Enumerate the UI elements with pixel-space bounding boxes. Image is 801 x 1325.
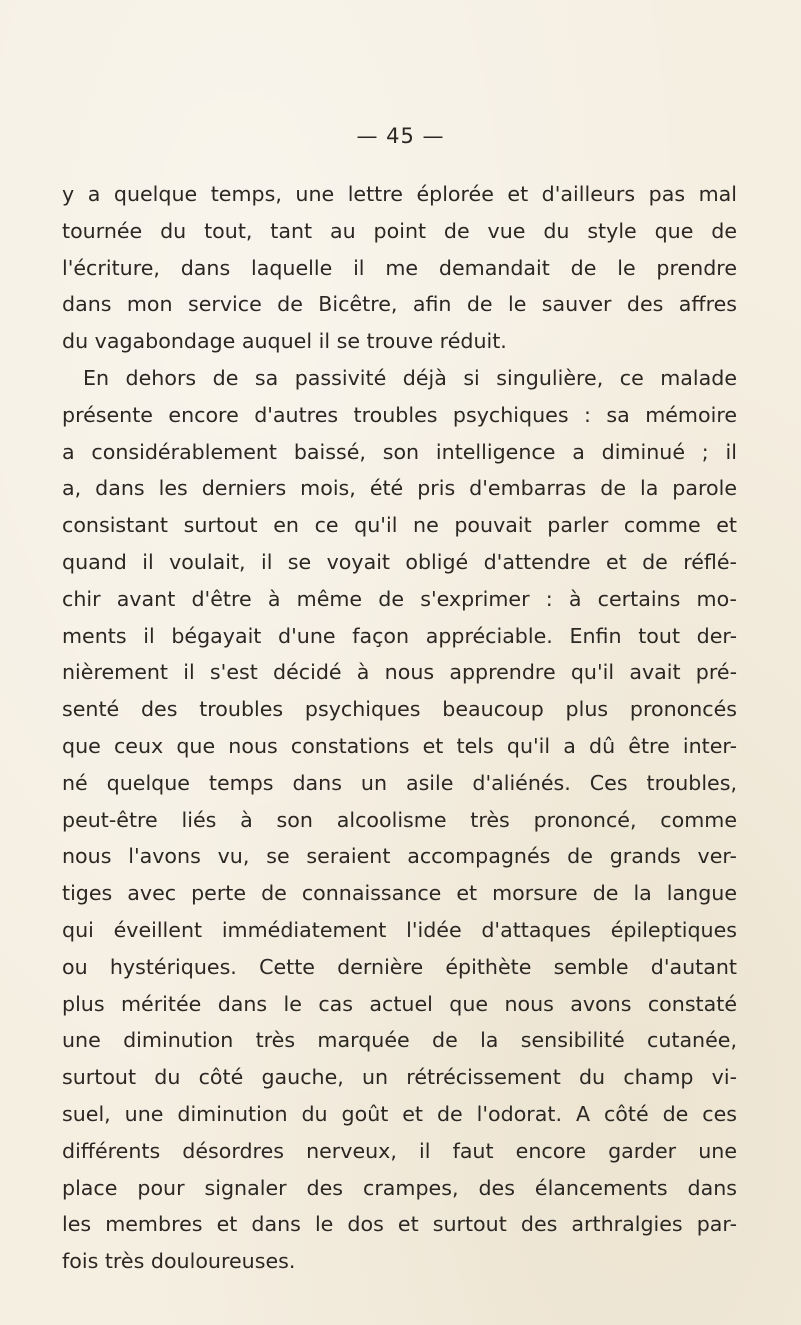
text-line: l'écriture, dans laquelle il me demandait de le prendre (62, 255, 737, 280)
text-line: ments il bégayait d'une façon appréciable. Enfin tout der- (62, 623, 737, 648)
text-line: plus méritée dans le cas actuel que nous avons constaté (62, 991, 737, 1016)
text-line: En dehors de sa passivité déjà si singulière, ce malade (83, 365, 737, 390)
text-line: suel, une diminution du goût et de l'odorat. A côté de ces (62, 1101, 737, 1126)
text-line: fois très douloureuses. (62, 1249, 296, 1274)
paragraph (62, 360, 737, 1280)
text-line: nièrement il s'est décidé à nous apprendre qu'il avait pré- (62, 660, 737, 685)
body-text (62, 176, 737, 1280)
text-line: différents désordres nerveux, il faut encore garder une (62, 1138, 737, 1163)
text-line: du vagabondage auquel il se trouve réduit. (62, 329, 507, 354)
text-line: nous l'avons vu, se seraient accompagnés de grands ver- (62, 844, 737, 869)
text-line: présente encore d'autres troubles psychiques : sa mémoire (62, 402, 737, 427)
text-line: y a quelque temps, une lettre éplorée et d'ailleurs pas mal (62, 182, 737, 206)
text-line: une diminution très marquée de la sensibilité cutanée, (62, 1028, 737, 1053)
text-line: tiges avec perte de connaissance et morsure de la langue (62, 881, 737, 906)
text-line: chir avant d'être à même de s'exprimer : à certains mo- (62, 586, 737, 611)
page-number: — 45 — (356, 124, 445, 148)
text-line: surtout du côté gauche, un rétrécissement du champ vi- (62, 1065, 737, 1090)
text-line: qui éveillent immédiatement l'idée d'attaques épileptiques (62, 917, 737, 942)
text-line: senté des troubles psychiques beaucoup plus prononcés (62, 697, 737, 722)
text-line: a, dans les derniers mois, été pris d'embarras de la parole (62, 476, 737, 501)
text-line: peut-être liés à son alcoolisme très prononcé, comme (62, 807, 737, 832)
text-line: consistant surtout en ce qu'il ne pouvait parler comme et (62, 513, 737, 538)
text-line: tournée du tout, tant au point de vue du style que de (62, 218, 737, 243)
text-line: a considérablement baissé, son intelligence a diminué ; il (62, 439, 737, 464)
text-line: dans mon service de Bicêtre, afin de le sauver des affres (62, 292, 737, 317)
text-line: les membres et dans le dos et surtout des arthralgies par- (62, 1212, 737, 1237)
text-line: né quelque temps dans un asile d'aliénés. Ces troubles, (62, 770, 737, 795)
text-line: place pour signaler des crampes, des élancements dans (62, 1175, 737, 1200)
text-line: quand il voulait, il se voyait obligé d'attendre et de réflé- (62, 549, 737, 574)
text-line: ou hystériques. Cette dernière épithète semble d'autant (62, 954, 737, 979)
text-line: que ceux que nous constations et tels qu'il a dû être inter- (62, 733, 737, 758)
paragraph (62, 176, 737, 360)
